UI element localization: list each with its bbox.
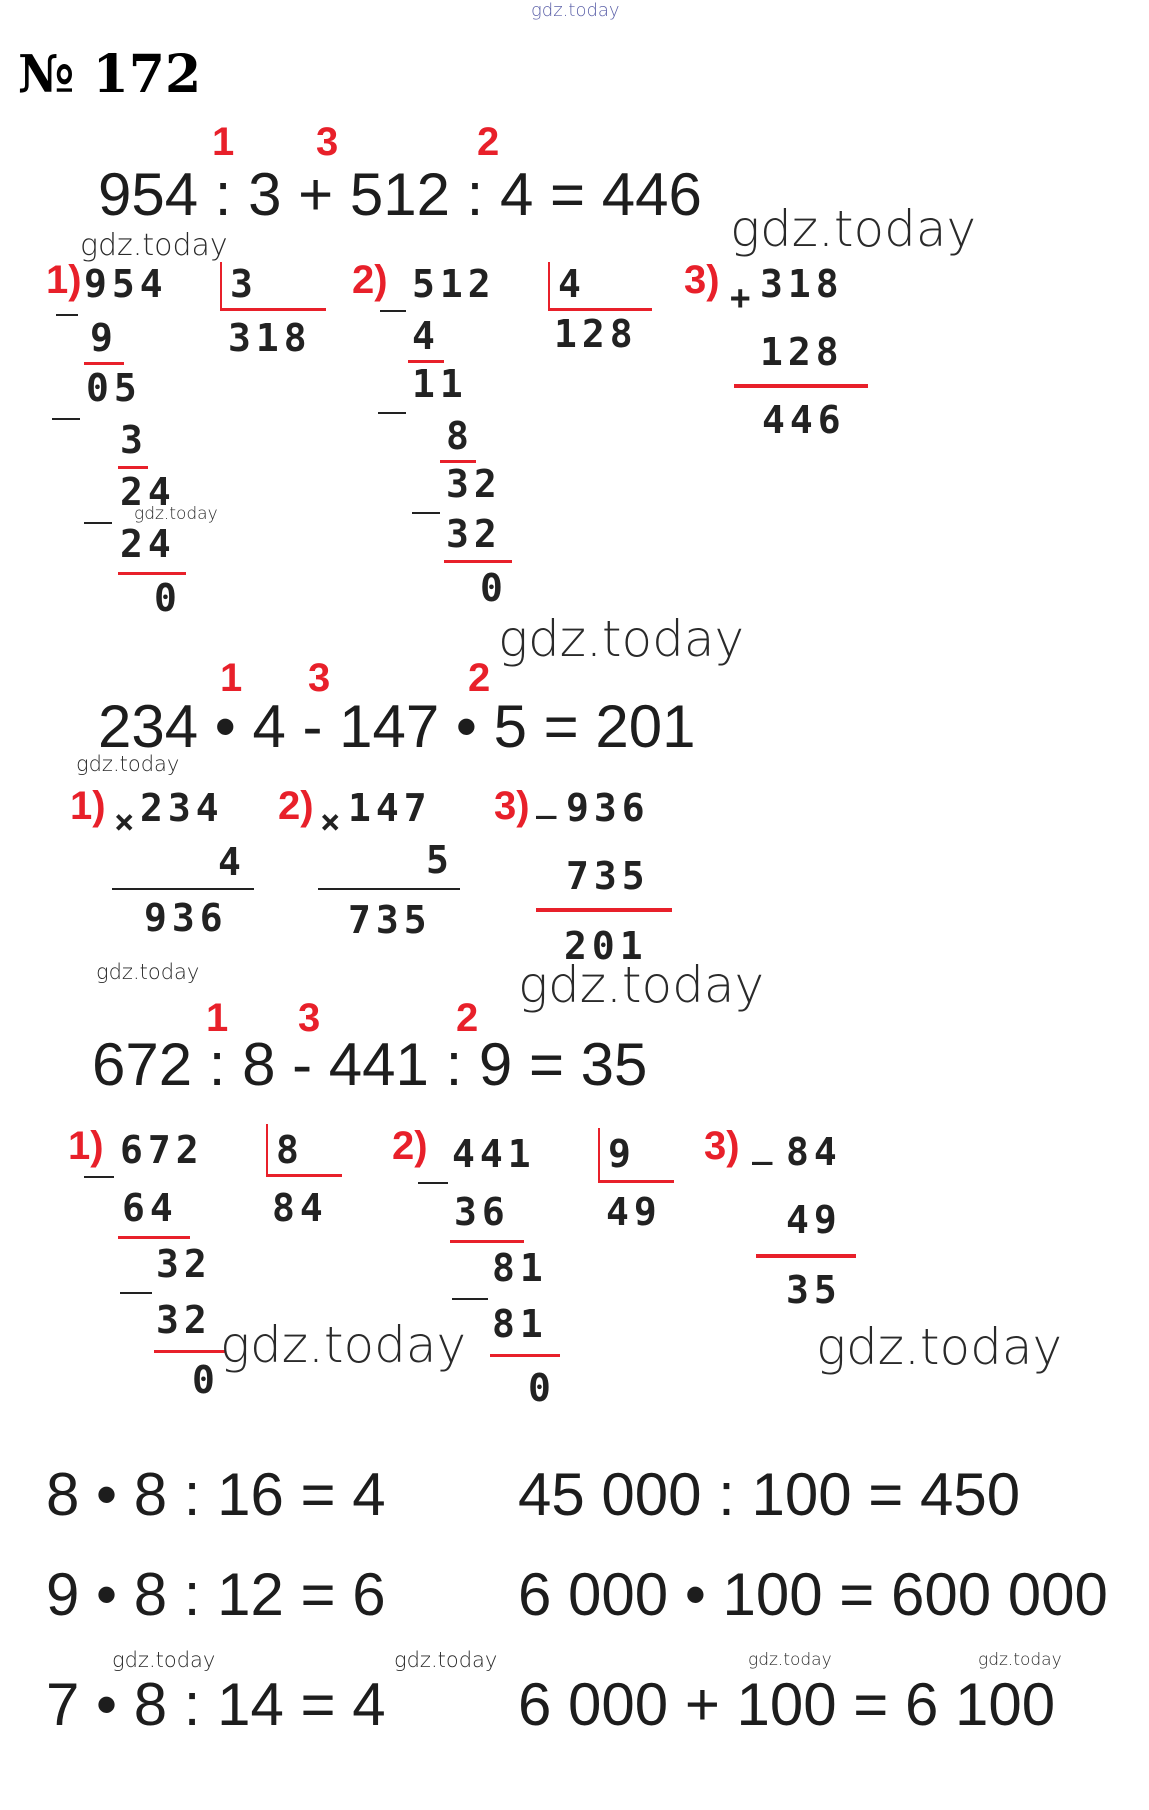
division-row: 4 <box>412 314 440 358</box>
divisor: 4 <box>558 262 586 306</box>
step-order-marker: 1 <box>220 656 243 700</box>
minus-sign <box>378 412 406 414</box>
division-underline <box>490 1354 560 1357</box>
watermark: gdz.today <box>76 752 180 776</box>
difference-line <box>536 908 672 912</box>
subtrahend: 735 <box>566 854 650 898</box>
division-row: 3 <box>120 418 148 462</box>
division-bracket <box>548 262 550 310</box>
division-row: 9 <box>90 316 118 360</box>
quotient: 49 <box>606 1190 662 1234</box>
top-watermark: gdz.today <box>531 0 620 21</box>
watermark: gdz.today <box>220 1316 467 1374</box>
minus-sign: _ <box>536 780 557 820</box>
step-order-marker: 2 <box>456 996 479 1040</box>
watermark: gdz.today <box>112 1648 216 1672</box>
division-row: 8 <box>446 414 474 458</box>
minus-sign <box>84 1176 114 1178</box>
step-3-label: 3) <box>494 784 530 828</box>
watermark: gdz.today <box>518 956 765 1014</box>
division-bracket <box>266 1174 342 1177</box>
difference-result: 201 <box>564 924 648 968</box>
division-bracket <box>220 308 326 311</box>
multiply-sign: × <box>320 802 341 842</box>
division-row: 81 <box>492 1302 548 1346</box>
step-order-marker: 3 <box>316 120 339 164</box>
minus-sign <box>84 522 112 524</box>
division-row: 11 <box>412 362 468 406</box>
step-1-label: 1) <box>68 1124 104 1168</box>
sum-result: 446 <box>762 398 846 442</box>
division-underline <box>118 1236 190 1239</box>
expression-left: 9 • 8 : 12 = 6 <box>46 1561 386 1628</box>
step-order-marker: 2 <box>477 120 500 164</box>
step-order-marker: 3 <box>298 996 321 1040</box>
addend: 318 <box>760 262 844 306</box>
quotient: 128 <box>554 312 638 356</box>
division-remainder: 0 <box>192 1358 220 1402</box>
watermark: gdz.today <box>394 1648 498 1672</box>
step-order-marker: 1 <box>206 996 229 1040</box>
product-line <box>318 888 460 890</box>
subtrahend: 49 <box>786 1198 842 1242</box>
division-underline <box>450 1240 524 1243</box>
minus-sign <box>380 310 406 312</box>
division-row: 24 <box>120 522 176 566</box>
difference-line <box>756 1254 856 1258</box>
step-order-marker: 2 <box>468 656 491 700</box>
dividend: 672 <box>120 1128 204 1172</box>
step-2-label: 2) <box>392 1124 428 1168</box>
divisor: 9 <box>608 1132 636 1176</box>
division-row: 36 <box>454 1190 510 1234</box>
addend: 128 <box>760 330 844 374</box>
division-bracket <box>266 1124 268 1176</box>
minus-sign <box>52 418 80 420</box>
division-row: 81 <box>492 1246 548 1290</box>
division-underline <box>84 362 124 365</box>
minus-sign <box>452 1298 488 1300</box>
watermark: gdz.today <box>134 504 218 524</box>
problem-title: № 172 <box>18 44 202 105</box>
step-order-marker: 1 <box>212 120 235 164</box>
factor: 5 <box>426 838 454 882</box>
division-row: 32 <box>156 1298 212 1342</box>
division-bracket <box>598 1180 674 1183</box>
plus-sign: + <box>730 278 751 318</box>
expression-right: 6 000 • 100 = 600 000 <box>518 1561 1108 1628</box>
division-row: 24 <box>120 470 176 514</box>
step-3-label: 3) <box>704 1124 740 1168</box>
quotient: 84 <box>272 1186 328 1230</box>
division-underline <box>444 560 512 563</box>
minus-sign <box>120 1292 152 1294</box>
division-row: 32 <box>446 512 502 556</box>
minuend: 936 <box>566 786 650 830</box>
watermark: gdz.today <box>498 610 745 668</box>
step-1-label: 1) <box>46 258 82 302</box>
minus-sign: _ <box>752 1126 773 1166</box>
division-remainder: 0 <box>528 1366 556 1410</box>
product-line <box>112 888 254 890</box>
division-row: 64 <box>122 1186 178 1230</box>
multiply-sign: × <box>114 802 135 842</box>
equation-2: 234 • 4 - 147 • 5 = 201 <box>98 693 696 760</box>
equation-3: 672 : 8 - 441 : 9 = 35 <box>92 1031 648 1098</box>
division-bracket <box>548 308 652 311</box>
division-bracket <box>598 1128 600 1180</box>
step-2-label: 2) <box>352 258 388 302</box>
step-1-label: 1) <box>70 784 106 828</box>
watermark: gdz.today <box>80 228 228 263</box>
dividend: 954 <box>84 262 168 306</box>
division-remainder: 0 <box>480 566 508 610</box>
division-row: 32 <box>156 1242 212 1286</box>
division-row: 05 <box>86 366 142 410</box>
minus-sign <box>412 512 440 514</box>
division-remainder: 0 <box>154 576 182 620</box>
expression-left: 7 • 8 : 14 = 4 <box>46 1671 386 1738</box>
quotient: 318 <box>228 316 312 360</box>
dividend: 512 <box>412 262 496 306</box>
factor: 4 <box>218 840 246 884</box>
expression-right: 6 000 + 100 = 6 100 <box>518 1671 1056 1738</box>
watermark: gdz.today <box>978 1650 1062 1670</box>
factor: 234 <box>140 786 224 830</box>
division-underline <box>118 466 148 469</box>
step-order-marker: 3 <box>308 656 331 700</box>
minuend: 84 <box>786 1130 842 1174</box>
dividend: 441 <box>452 1132 536 1176</box>
step-2-label: 2) <box>278 784 314 828</box>
step-3-label: 3) <box>684 258 720 302</box>
watermark: gdz.today <box>96 960 200 984</box>
minus-sign <box>56 314 78 316</box>
product-result: 936 <box>144 896 228 940</box>
divisor: 3 <box>230 262 258 306</box>
expression-left: 8 • 8 : 16 = 4 <box>46 1461 386 1528</box>
watermark: gdz.today <box>816 1318 1063 1376</box>
watermark: gdz.today <box>730 200 977 258</box>
divisor: 8 <box>276 1128 304 1172</box>
equation-1: 954 : 3 + 512 : 4 = 446 <box>98 161 702 228</box>
factor: 147 <box>348 786 432 830</box>
watermark: gdz.today <box>748 1650 832 1670</box>
expression-right: 45 000 : 100 = 450 <box>518 1461 1021 1528</box>
division-row: 32 <box>446 462 502 506</box>
product-result: 735 <box>348 898 432 942</box>
division-bracket <box>220 262 222 310</box>
division-underline <box>118 572 186 575</box>
sum-line <box>734 384 868 388</box>
minus-sign <box>418 1182 448 1184</box>
division-underline <box>154 1350 226 1353</box>
difference-result: 35 <box>786 1268 842 1312</box>
